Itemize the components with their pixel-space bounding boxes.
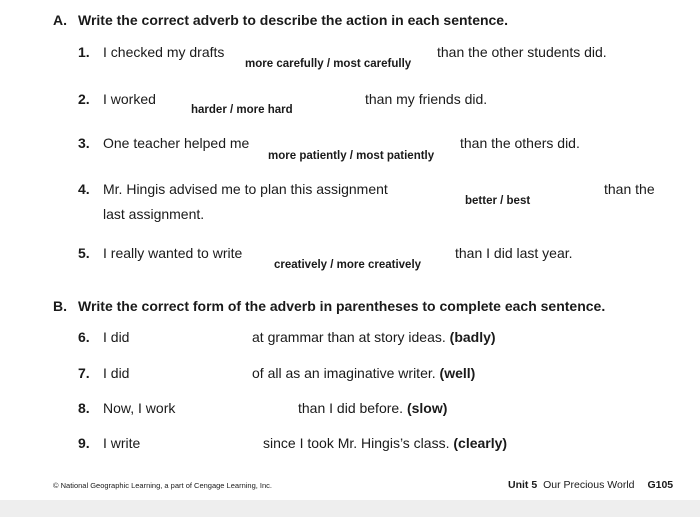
sentence-end bbox=[263, 435, 507, 451]
item-number: 9. bbox=[78, 435, 90, 451]
sentence-end bbox=[298, 400, 447, 416]
bottom-margin bbox=[0, 500, 700, 517]
sentence-end: than I did last year. bbox=[455, 245, 573, 261]
unit-label: Unit 5 bbox=[508, 479, 538, 491]
sentence-start: I really wanted to write bbox=[103, 245, 243, 261]
item-number: 1. bbox=[78, 44, 90, 60]
sentence-start: Now, I work bbox=[103, 400, 176, 416]
sentence-end bbox=[252, 365, 475, 381]
page-number: G105 bbox=[647, 479, 674, 491]
section-b-heading: Write the correct form of the adverb in parentheses to complete each sentence. bbox=[78, 298, 606, 314]
item-number: 2. bbox=[78, 91, 90, 107]
sentence-start: I did bbox=[103, 365, 130, 381]
sentence-start: Mr. Hingis advised me to plan this assignment bbox=[103, 181, 388, 197]
unit-title: Our Precious World bbox=[543, 479, 635, 491]
sentence-start: I checked my drafts bbox=[103, 44, 225, 60]
sentence-start: I worked bbox=[103, 91, 156, 107]
sentence-start: I write bbox=[103, 435, 141, 451]
item-number: 7. bbox=[78, 365, 90, 381]
adverb-hint: (well) bbox=[439, 365, 476, 381]
copyright-notice: © National Geographic Learning, a part of Cengage Learning, Inc. bbox=[53, 481, 273, 490]
adverb-options: creatively / more creatively bbox=[274, 259, 422, 271]
sentence-end: than the other students did. bbox=[437, 44, 607, 60]
adverb-options: better / best bbox=[465, 195, 531, 207]
page-footer bbox=[508, 479, 673, 491]
sentence-end: than the bbox=[604, 181, 655, 197]
item-number: 4. bbox=[78, 181, 90, 197]
adverb-options: more patiently / most patiently bbox=[268, 150, 435, 162]
adverb-options: more carefully / most carefully bbox=[245, 58, 412, 70]
sentence-start: One teacher helped me bbox=[103, 135, 250, 151]
sentence-end-text: since I took Mr. Hingis’s class. bbox=[263, 435, 450, 451]
sentence-end-text: of all as an imaginative writer. bbox=[252, 365, 436, 381]
sentence-continuation: last assignment. bbox=[103, 206, 205, 222]
item-number: 8. bbox=[78, 400, 90, 416]
item-number: 5. bbox=[78, 245, 90, 261]
adverb-hint: (clearly) bbox=[453, 435, 508, 451]
sentence-end: than the others did. bbox=[460, 135, 580, 151]
adverb-hint: (slow) bbox=[406, 400, 448, 416]
sentence-start: I did bbox=[103, 329, 130, 345]
section-a-heading: Write the correct adverb to describe the action in each sentence. bbox=[78, 12, 508, 28]
sentence-end-text: than I did before. bbox=[298, 400, 404, 416]
section-b-letter: B. bbox=[53, 298, 67, 314]
sentence-end: than my friends did. bbox=[365, 91, 488, 107]
item-number: 3. bbox=[78, 135, 90, 151]
section-a-letter: A. bbox=[53, 12, 67, 28]
sentence-end-text: at grammar than at story ideas. bbox=[252, 329, 446, 345]
item-number: 6. bbox=[78, 329, 90, 345]
sentence-end bbox=[252, 329, 496, 345]
adverb-hint: (badly) bbox=[449, 329, 496, 345]
adverb-options: harder / more hard bbox=[191, 104, 293, 116]
